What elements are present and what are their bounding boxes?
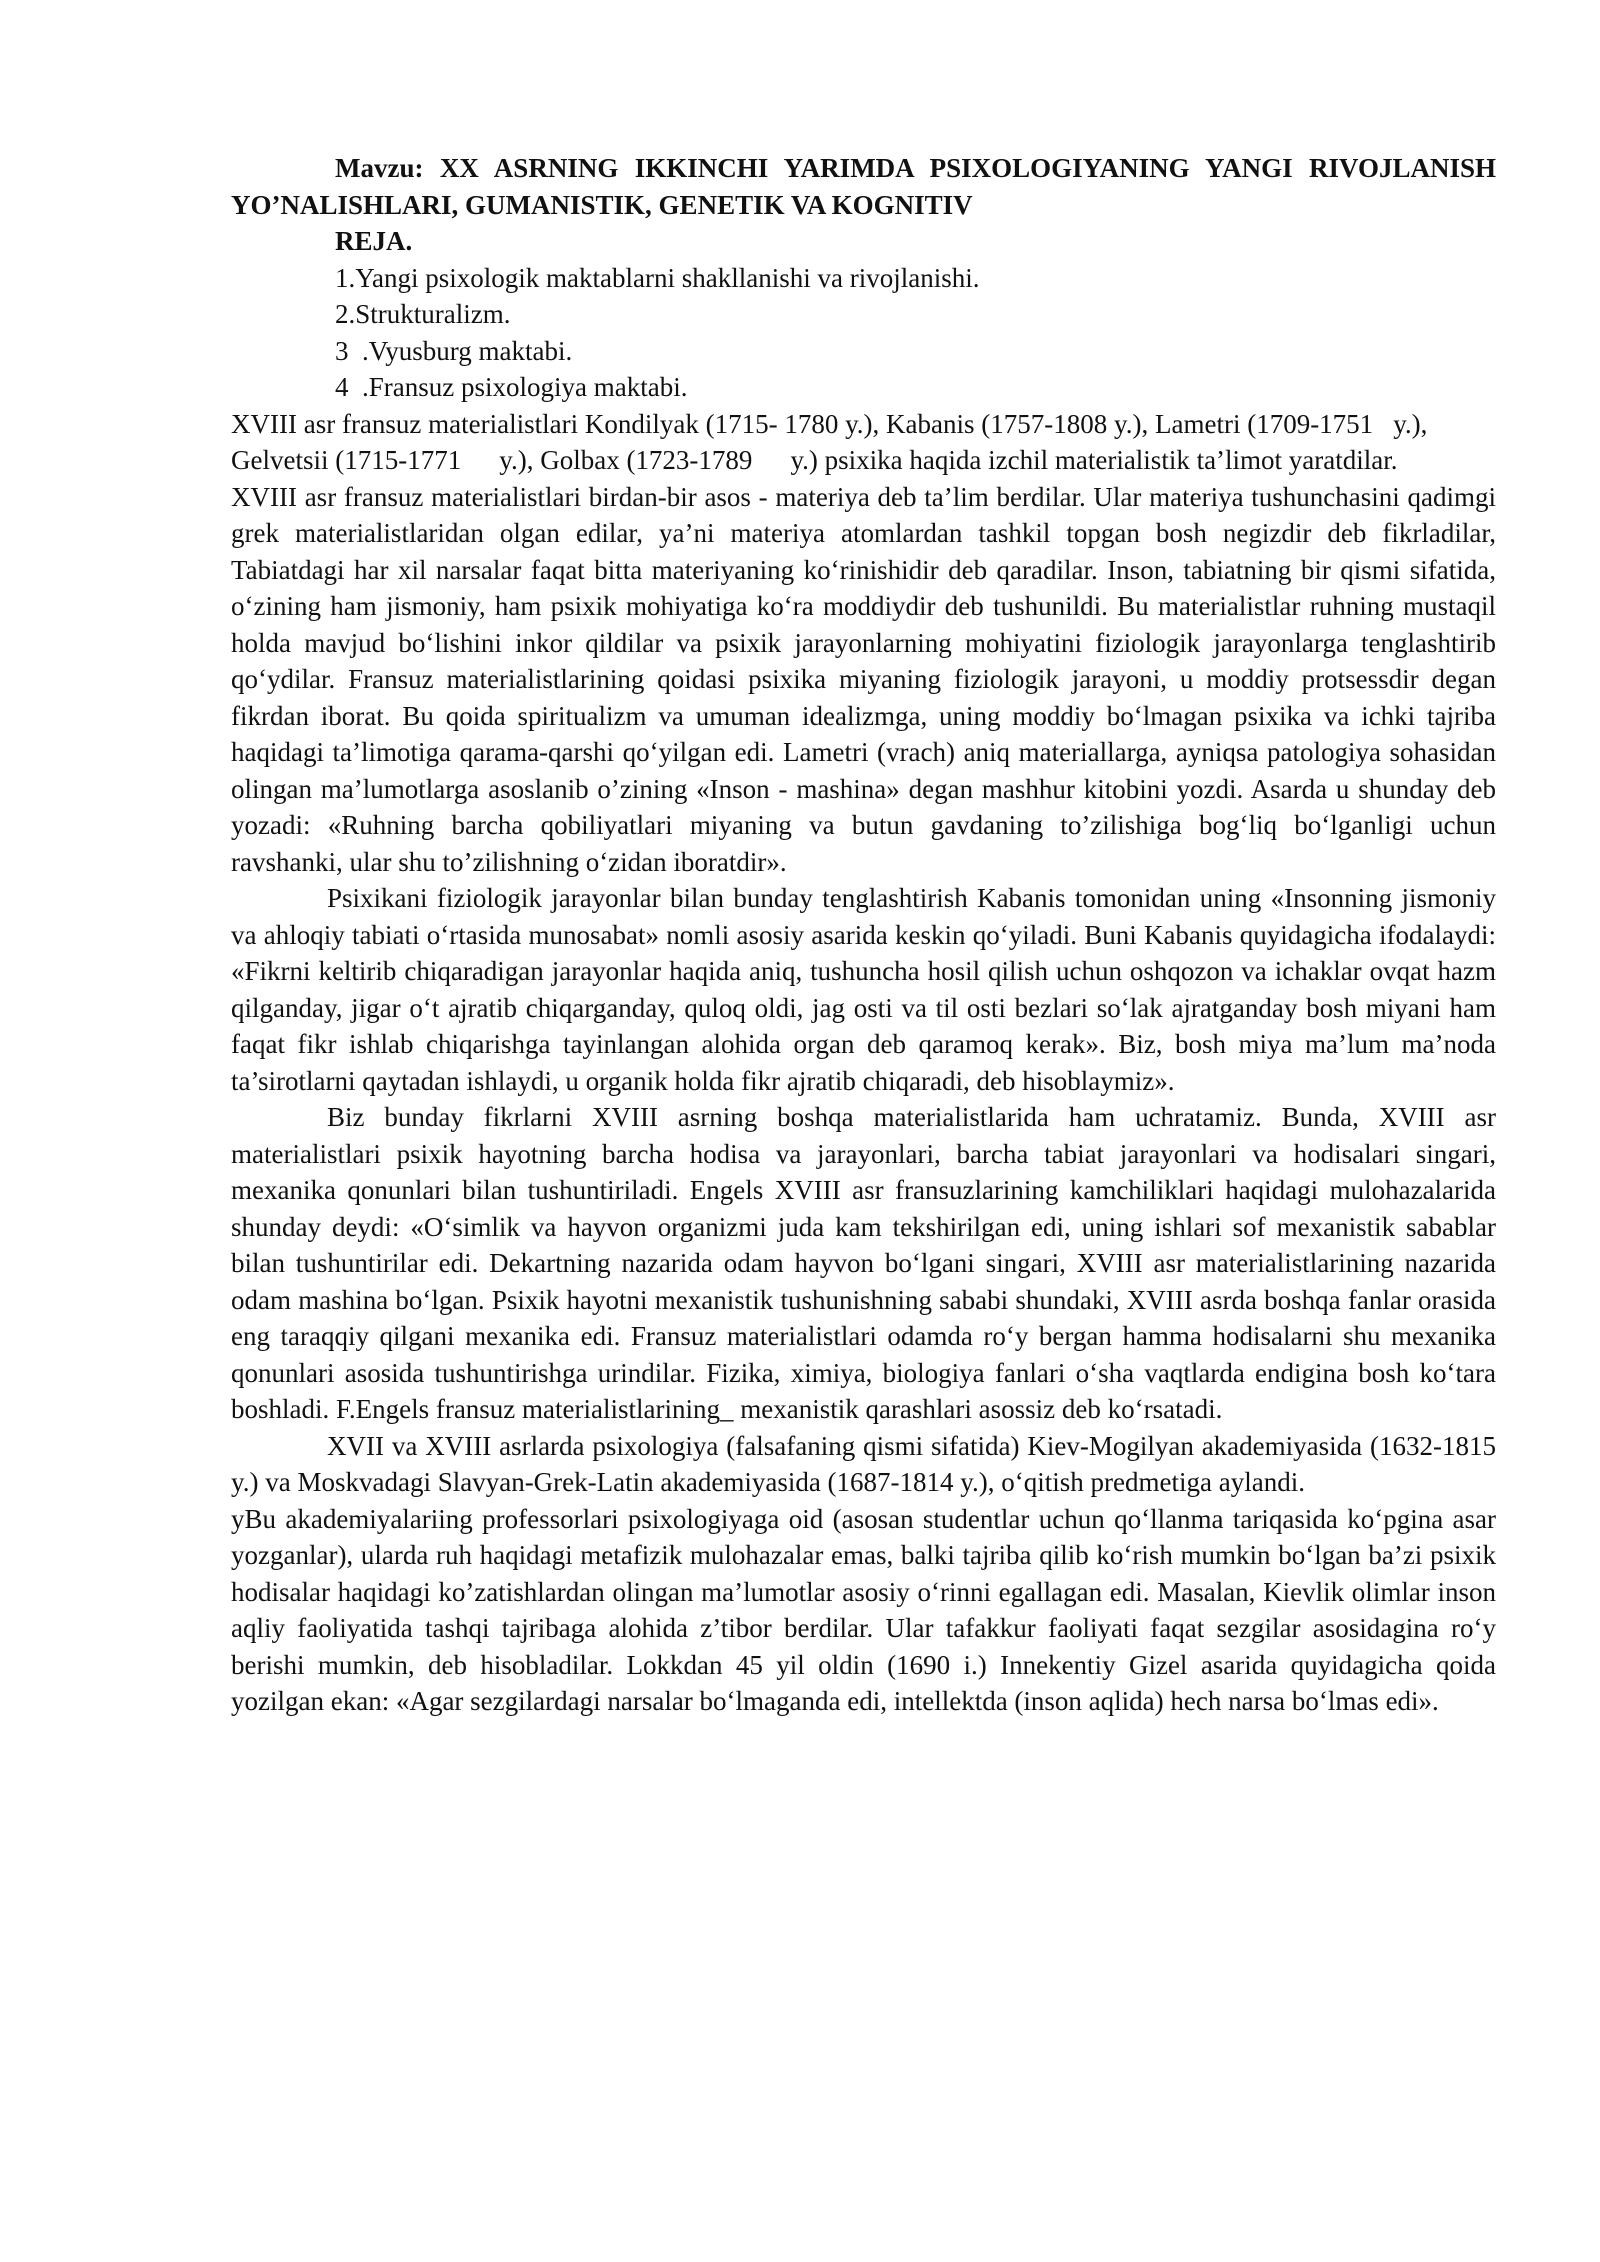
intro-part: XVIII asr fransuz materialistlari Kondilyak (1715- 1780 y.), Kabanis (1757-1808 y.), Lametri (1709-1751	[231, 408, 1374, 439]
body-paragraph: Psixikani fiziologik jarayonlar bilan bunday tenglashtirish Kabanis tomonidan uning «Insonning jismoniy va ahloqiy tabiati o‘rtasida munosabat» nomli asosiy asarida keskin qo‘yiladi. Buni Kabanis quyidagicha ifodalaydi: «Fikrni keltirib chiqaradigan jarayonlar haqida aniq, tushuncha hosil qilish uchun oshqozon va ichaklar ovqat hazm qilganday, jigar o‘t ajratib chiqarganday, quloq oldi, jag osti va til osti bezlari so‘lak ajratganday bosh miyani ham faqat fikr ishlab chiqarishga tayinlangan alohida organ deb qaramoq kerak». Biz, bosh miya ma’lum ma’noda ta’sirotlarni qaytadan ishlaydi, u organik holda fikr ajratib chiqaradi, deb hisoblaymiz».	[231, 883, 1496, 1096]
body-paragraph: Biz bunday fikrlarni XVIII asrning boshqa materialistlarida ham uchratamiz. Bunda, XVIII asr materialistlari psixik hayotning barcha hodisa va jarayonlari, barcha tabiat jarayonlari va hodisalari singari, mexanika qonunlari bilan tushuntiriladi. Engels XVIII asr fransuzlarining kamchiliklari haqidagi mulohazalarida shunday deydi: «O‘simlik va hayvon organizmi juda kam tekshirilgan edi, uning ishlari sof mexanistik sabablar bilan tushuntirilar edi. Dekartning nazarida odam hayvon bo‘lgani singari, XVIII asr materialistlarining nazarida odam mashina bo‘lgan. Psixik hayotni mexanistik tushunishning sababi shundaki, XVIII asrda boshqa fanlar orasida eng taraqqiy qilgani mexanika edi. Fransuz materialistlari odamda ro‘y bergan hamma hodisalarni shu mexanika qonunlari asosida tushuntirishga urindilar. Fizika, ximiya, biologiya fanlari o‘sha vaqtlarda endigina bosh ko‘tara boshladi. F.Engels fransuz materialistlarining_ mexanistik qarashlari asossiz deb ko‘rsatadi.	[231, 1102, 1496, 1424]
plan-item: 2.Strukturalizm.	[335, 299, 511, 329]
body-paragraph: XVIII asr fransuz materialistlari birdan-bir asos - materiya deb ta’lim berdilar. Ular materiya tushunchasini qadimgi grek materialistlaridan olgan edilar, ya’ni materiya atomlardan tashkil topgan bosh negizdir deb fikrladilar, Tabiatdagi har xil narsalar faqat bitta materiyaning ko‘rinishidir deb qaradilar. Inson, tabiatning bir qismi sifatida, o‘zining ham jismoniy, ham psixik mohiyatiga ko‘ra moddiydir deb tushunildi. Bu materialistlar ruhning mustaqil holda mavjud bo‘lishini inkor qildilar va psixik jarayonlarning mohiyatini fiziologik jarayonlarga tenglashtirib qo‘ydilar. Fransuz materialistlarining qoidasi psixika miyaning fiziologik jarayoni, u moddiy protsessdir degan fikrdan iborat. Bu qoida spiritualizm va umuman idealizmga, uning moddiy bo‘lmagan psixika va ichki tajriba haqidagi ta’limotiga qarama-qarshi qo‘yilgan edi. Lametri (vrach) aniq materiallarga, ayniqsa patologiya sohasidan olingan ma’lumotlarga asoslanib o’zining «Inson - mashina» degan mashhur kitobini yozdi. Asarda u shunday deb yozadi: «Ruhning barcha qobiliyatlari miyaning va butun gavdaning to’zilishiga bog‘liq bo‘lganligi uchun ravshanki, ular shu to’zilishning o‘zidan iboratdir».	[231, 481, 1496, 877]
intro-part: y.) psixika haqida izchil materialistik ta’limot yaratdilar.	[790, 445, 1398, 475]
plan-heading: REJA.	[335, 226, 413, 256]
plan-item: 1.Yangi psixologik maktablarni shakllanishi va rivojlanishi.	[335, 262, 980, 293]
document-title: Mavzu: XX ASRNING IKKINCHI YARIMDA PSIXOLOGIYANING YANGI RIVOJLANISH YO’NALISHLARI, GUMANISTIK, GENETIK VA KOGNITIV	[231, 153, 1496, 220]
intro-paragraph	[231, 406, 1496, 479]
plan-item: 4 .Fransuz psixologiya maktabi.	[335, 372, 688, 402]
body-paragraph: yBu akademiyalariing professorlari psixologiyaga oid (asosan studentlar uchun qo‘llanma tariqasida ko‘pgina asar yozganlar), ularda ruh haqidagi metafizik mulohazalar emas, balki tajriba qilib ko‘rish mumkin bo‘lgan ba’zi psixik hodisalar haqidagi ko’zatishlardan olingan ma’lumotlar asosiy o‘rinni egallagan edi. Masalan, Kievlik olimlar inson aqliy faoliyatida tashqi tajribaga alohida z’tibor berdilar. Ular tafakkur faoliyati faqat sezgilar asosidagina ro‘y berishi mumkin, deb hisobladilar. Lokkdan 45 yil oldin (1690 i.) Innekentiy Gizel asarida quyidagicha qoida yozilgan ekan: «Agar sezgilardagi narsalar bo‘lmaganda edi, intellektda (inson aqlida) hech narsa bo‘lmas edi».	[231, 1503, 1496, 1716]
body-paragraph: XVII va XVIII asrlarda psixologiya (falsafaning qismi sifatida) Kiev-Mogilyan akademiyasida (1632-1815 y.) va Moskvadagi Slavyan-Grek-Latin akademiyasida (1687-1814 y.), o‘qitish predmetiga aylandi.	[231, 1430, 1496, 1497]
document-page	[231, 150, 1496, 1720]
intro-part: y.), Golbax (1723-1789	[499, 445, 753, 475]
intro-part: y.), Gelvetsii (1715-1771	[231, 408, 1428, 475]
plan-item: 3 .Vyusburg maktabi.	[335, 335, 573, 366]
